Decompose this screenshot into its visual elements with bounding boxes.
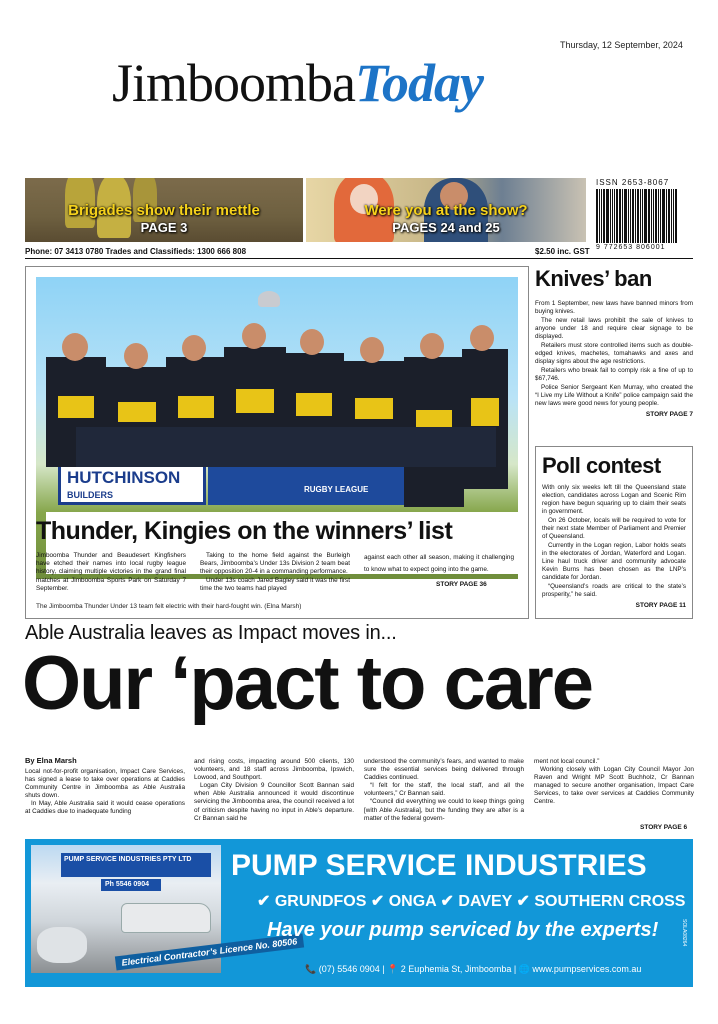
barcode-bar <box>653 189 654 243</box>
barcode-bar <box>624 189 627 243</box>
masthead-part2: Today <box>355 53 483 113</box>
paragraph: “Council did everything we could to keep things going [with Able Australia], but the funding they are after is a matter of the federal govern- <box>364 798 524 822</box>
barcode-bar <box>606 189 609 243</box>
promo-brigades[interactable] <box>25 178 303 242</box>
barcode-bar <box>596 189 598 243</box>
promo-title: Were you at the show? <box>364 202 528 219</box>
promo-title: Brigades show their mettle <box>68 202 260 219</box>
knives-story[interactable] <box>535 266 693 418</box>
lead-col-3: against each other all season, making it challenging to know what to expect going into the game. <box>364 554 514 573</box>
paragraph: Retailers who break fail to comply risk a fine of up to $67,746. <box>535 367 693 382</box>
barcode-bar <box>673 189 674 243</box>
barcode-bar <box>612 189 613 243</box>
paragraph: Taking to the home field against the Burleigh Bears, Jimboomba’s Under 13s Division 2 team beat their opposition 20-4 in a commanding performance. <box>200 552 350 576</box>
shop-phone-sign: Ph 5546 0904 <box>101 879 161 891</box>
barcode-bar <box>658 189 659 243</box>
knives-body <box>535 300 693 408</box>
barcode-bar <box>616 189 618 243</box>
paragraph: and rising costs, impacting around 500 clients, 130 volunteers, and 18 staff across Jimboomba, Ipswich, Lowood, and Southport. <box>194 758 354 782</box>
player-head <box>300 329 324 355</box>
banner-sub: BUILDERS <box>67 490 114 500</box>
lead-headline[interactable]: Thunder, Kingies on the winners’ list <box>36 517 453 545</box>
promo-page: PAGE 3 <box>140 220 188 235</box>
lead-col-2 <box>200 552 350 593</box>
paragraph: On 26 October, locals will be required to vote for their next state Member of Parliament and Premier of Queensland. <box>542 517 686 540</box>
barcode-bar <box>662 189 665 243</box>
barcode-number: 9 772653 806001 <box>596 244 666 251</box>
player-head <box>360 337 384 363</box>
ad-code: SOLA08264 <box>681 919 687 947</box>
player <box>462 349 508 489</box>
poll-headline[interactable]: Poll contest <box>542 453 661 478</box>
paragraph: “I felt for the staff, the local staff, and all the volunteers,” Cr Bannan said. <box>364 782 524 798</box>
price: $2.50 inc. GST <box>535 247 590 256</box>
masthead-logo[interactable] <box>112 52 483 122</box>
main-col-1 <box>25 768 185 817</box>
licence-banner: Electrical Contractor’s Licence No. 80506 <box>115 934 304 971</box>
ad-contact[interactable]: 📞 (07) 5546 0904 | 📍 2 Euphemia St, Jimboomba | 🌐 www.pumpservices.com.au <box>305 964 642 974</box>
barcode-bar <box>619 189 621 243</box>
barcode-bar <box>671 189 672 243</box>
poll-story[interactable] <box>535 446 693 619</box>
barcode-bar <box>644 189 647 243</box>
main-col-2 <box>194 758 354 823</box>
front-row-players <box>76 427 496 467</box>
barcode-bar <box>603 189 605 243</box>
photo-caption: The Jimboomba Thunder Under 13 team felt electric with their hard-fought win. (Elna Marsh) <box>36 603 302 610</box>
barcode-bar <box>660 189 661 243</box>
paragraph: Working closely with Logan City Council Mayor Jon Raven and Wright MP Scott Buchholz, Cr Bannan managed to secure another organisation, Impact Care Services, to take over services at Caddies Community Centre. <box>534 766 694 806</box>
pump-tank <box>37 927 87 963</box>
barcode-bar <box>637 189 639 243</box>
player-head <box>470 325 494 351</box>
knives-story-link[interactable]: STORY PAGE 7 <box>645 411 693 418</box>
barcode-bar <box>599 189 600 243</box>
paragraph: Logan City Division 9 Councillor Scott Bannan said when Able Australia announced it would discontinue servicing the Jimboomba area, the council received a lot of criticism despite having no input in Able’s departure. Cr Bannan said he <box>194 782 354 822</box>
poll-story-link[interactable]: STORY PAGE 11 <box>635 602 686 609</box>
barcode-bar <box>666 189 667 243</box>
issue-date: Thursday, 12 September, 2024 <box>560 40 683 50</box>
pump-service-ad[interactable] <box>25 839 693 987</box>
main-headline[interactable]: Our ‘pact to care <box>22 641 592 726</box>
main-story-link[interactable]: STORY PAGE 6 <box>640 824 688 831</box>
byline: By Elna Marsh <box>25 756 77 765</box>
barcode-bar <box>640 189 641 243</box>
barcode-bar <box>622 189 623 243</box>
barcode-bar <box>668 189 670 243</box>
paragraph: Currently in the Logan region, Labor holds seats in the electorates of Jordan, Waterford and Logan. Line haul truck driver and community advocate Kevin Burns has been chosen as the LNP’s candidate for Jordan. <box>542 542 686 581</box>
promo-show[interactable] <box>306 178 586 242</box>
shop-sign: PUMP SERVICE INDUSTRIES PTY LTD <box>61 853 211 877</box>
player-head <box>182 335 206 361</box>
kicker: Able Australia leaves as Impact moves in... <box>25 622 397 644</box>
paragraph: “Queensland’s roads are critical to the state’s prosperity,” he said. <box>542 583 686 598</box>
barcode-bar <box>642 189 643 243</box>
barcode-block <box>596 178 692 254</box>
barcode-bars <box>596 189 692 243</box>
poll-body <box>542 484 686 599</box>
paragraph: With only six weeks left till the Queensland state election, candidates across Logan and Scenic Rim region have begun squaring up to claim their seats in government. <box>542 484 686 515</box>
masthead-part1: Jimboomba <box>112 53 355 113</box>
lead-col-1: Jimboomba Thunder and Beaudesert Kingfishers have etched their names into local rugby league history, claiming multiple victories in the grand final matches at Jimboomba Sports Park on Saturday 7 September. <box>36 552 186 592</box>
promo-page: PAGES 24 and 25 <box>392 220 500 235</box>
main-col-4 <box>534 758 694 807</box>
barcode-bar <box>614 189 615 243</box>
league-text: RUGBY LEAGUE <box>304 485 369 494</box>
barcode-bar <box>628 189 629 243</box>
ad-tagline: Have your pump serviced by the experts! <box>267 919 659 941</box>
lead-story[interactable] <box>25 266 529 619</box>
paragraph: ment not local council.” <box>534 758 600 765</box>
issn: ISSN 2653-8067 <box>596 178 670 187</box>
main-col-3 <box>364 758 524 823</box>
paragraph: In May, Able Australia said it would cease operations at Caddies due to inadequate funding <box>25 800 185 816</box>
ad-title: PUMP SERVICE INDUSTRIES <box>231 849 647 882</box>
paragraph: Under 13s coach Jared Bagley said it was the first time the two teams had played <box>200 576 350 592</box>
barcode-bar <box>648 189 650 243</box>
knives-headline[interactable]: Knives’ ban <box>535 266 652 291</box>
paragraph: Local not-for-profit organisation, Impact Care Services, has signed a lease to take over operations at Caddies Community Centre in Jimboomba as Able Australia shuts down. <box>25 768 185 800</box>
ad-brands: ✔ GRUNDFOS ✔ ONGA ✔ DAVEY ✔ SOUTHERN CROSS <box>257 893 686 910</box>
player-head <box>124 343 148 369</box>
barcode-bar <box>630 189 631 243</box>
barcode-bar <box>601 189 602 243</box>
paragraph: Retailers must store controlled items such as double-edged knives, machetes, tomahawks and axes and display signs about the age restrictions. <box>535 342 693 365</box>
barcode-bar <box>635 189 636 243</box>
barcode-bar <box>610 189 611 243</box>
paragraph: The new retail laws prohibit the sale of knives to anyone under 18 and require clear signage to be displayed. <box>535 317 693 340</box>
lead-story-link[interactable]: STORY PAGE 36 <box>436 581 487 588</box>
trophy-icon <box>258 291 280 307</box>
player-head <box>242 323 266 349</box>
player-head <box>420 333 444 359</box>
paragraph: understood the community’s fears, and wanted to make sure the essential services being delivered through Caddies continued. <box>364 758 524 782</box>
barcode-bar <box>675 189 677 243</box>
barcode-bar <box>651 189 652 243</box>
barcode-bar <box>655 189 657 243</box>
player-head <box>62 333 88 361</box>
ute-vehicle <box>121 903 211 933</box>
paragraph: Police Senior Sergeant Ken Murray, who created the “I Live my Life Without a Knife” police campaign said the new laws were good news for young people. <box>535 384 693 407</box>
barcode-bar <box>632 189 634 243</box>
divider <box>25 258 693 259</box>
banner-text: HUTCHINSON <box>67 468 181 487</box>
contact-line: Phone: 07 3413 0780 Trades and Classifieds: 1300 666 808 <box>25 247 247 256</box>
paragraph: From 1 September, new laws have banned minors from buying knives. <box>535 300 693 315</box>
